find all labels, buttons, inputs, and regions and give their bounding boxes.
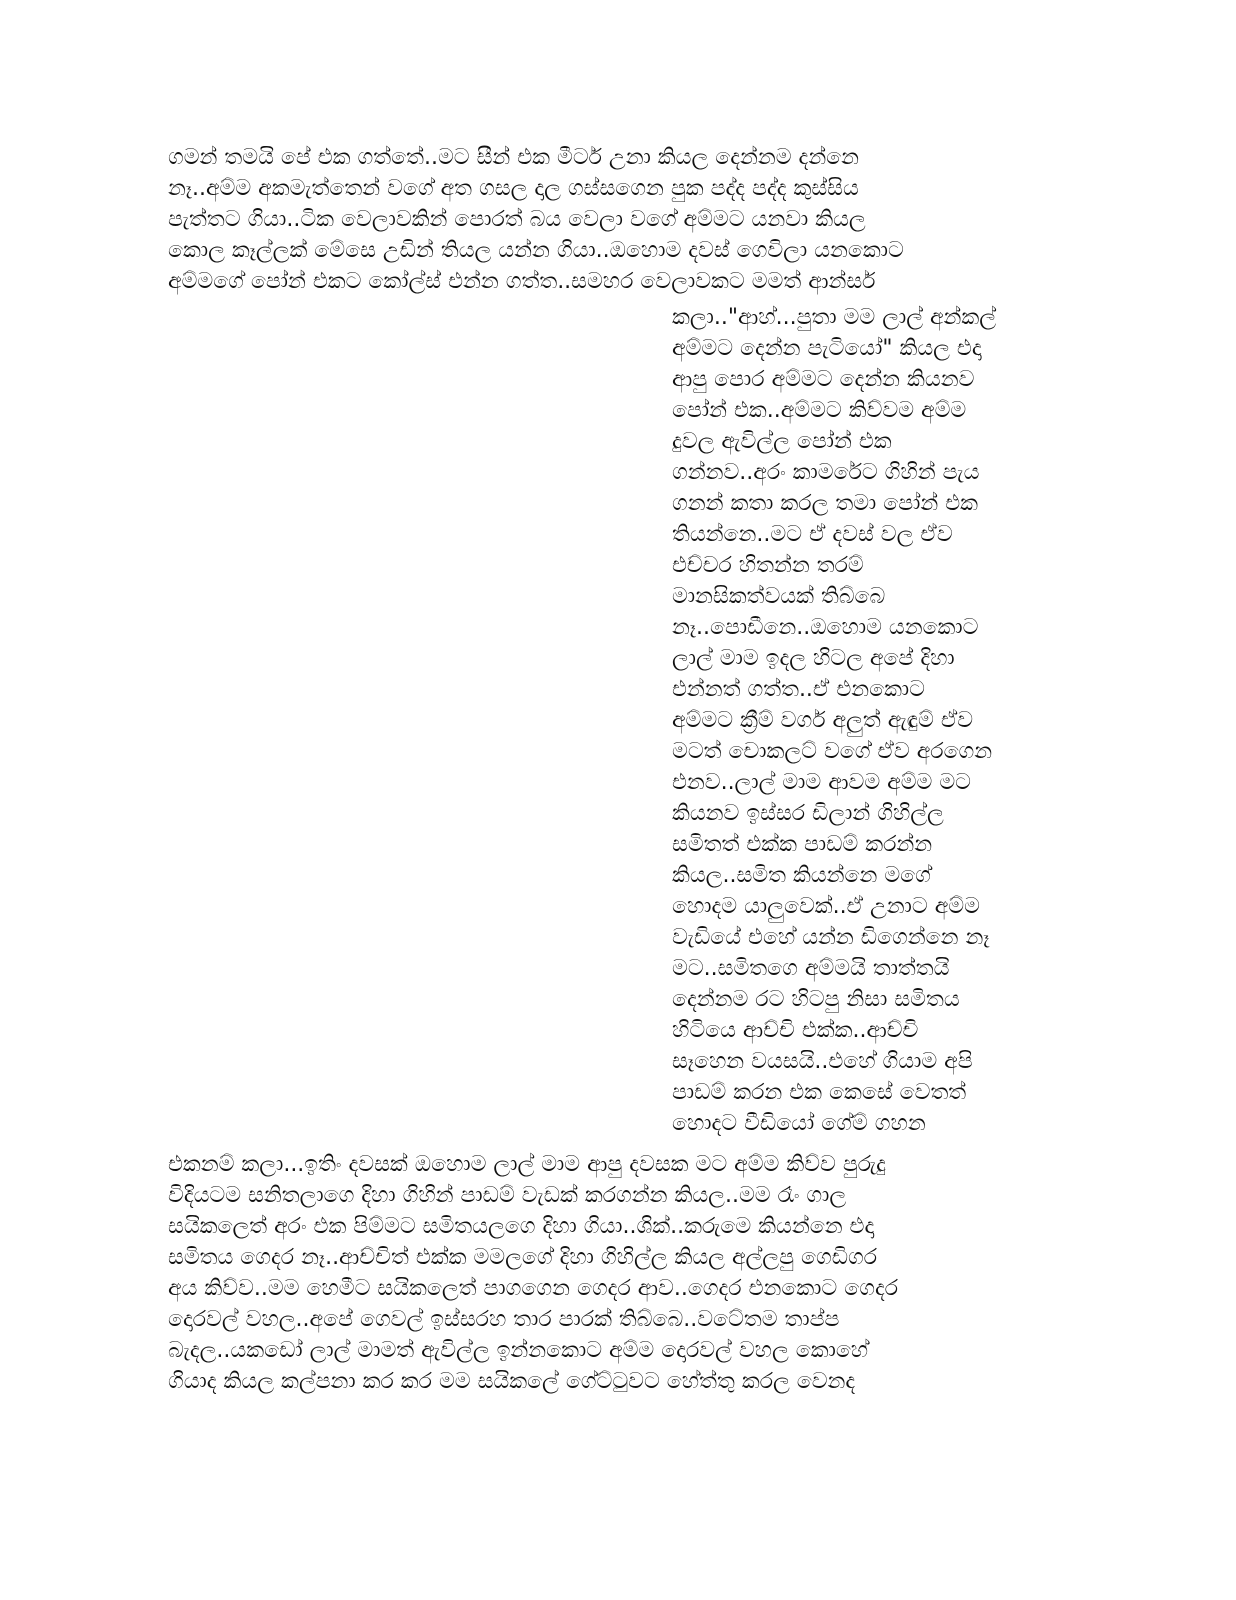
text-line: සමිතය ගෙදර නෑ..ආච්චිත් එක්ක මමලගේ දිහා ගිහිල්ල කියල අල්ලපු ගෙඩිගර (168, 1245, 878, 1270)
column-paragraph (672, 302, 1072, 1139)
text-line: නෑ..පොඩීනෙ..ඔහොම යනකොට (672, 615, 979, 640)
text-line: මටත් චොකලට් වගේ ඒව අරගෙන (672, 739, 993, 764)
text-line: හොදම යාලුවෙක්..ඒ උනාට අම්ම (672, 894, 980, 919)
text-line: පාඩම් කරන එක කෙසේ වෙතත් (672, 1080, 967, 1105)
bottom-paragraph (168, 1149, 1048, 1397)
text-line: බැදල..යකඩෝ ලාල් මාමත් ඇවිල්ල ඉන්නකොට අම්ම දොරවල් වහල කොහේ (168, 1338, 869, 1363)
text-line: කියල..සමිත කියන්නෙ මගේ (672, 863, 931, 888)
text-line: මට..සමිතගෙ අම්මයි තාත්තයි (672, 956, 950, 981)
text-line: අම්මගේ පෝන් එකට කෝල්ස් එන්න ගත්ත..සමහර වෙලාවකට මමත් ආන්සර් (168, 269, 876, 294)
text-line: දුවල ඇවිල්ල පෝන් එක (672, 429, 892, 454)
text-line: ලාල් මාම ඉදල හිටල අපේ දිහා (672, 646, 955, 671)
text-line: ගන්නව..අරං කාමරේට ගිහින් පැය (672, 460, 980, 485)
text-line: ගනන් කතා කරල තමා පෝන් එක (672, 491, 978, 516)
text-line: සෑහෙන වයසයි..එහේ ගියාම අපි (672, 1049, 973, 1074)
text-line: පැත්තට ගියා..ටික වෙලාවකින් පොරත් බය වෙලා වගේ අම්මට යනවා කියල (168, 207, 866, 232)
text-line: හොදට වීඩියෝ ගේම් ගහන (672, 1111, 926, 1136)
text-line: කියනව ඉස්සර ඩිලාන් ගිහිල්ල (672, 801, 944, 826)
text-line: අය කිව්ව..මම හෙමීට සයිකලෙත් පාගගෙන ගෙදර ආව..ගෙදර එනකොට ගෙදර (168, 1276, 898, 1301)
text-line: කොල කෑල්ලක් මේසෙ උඩින් තියල යන්න ගියා..ඔහොම දවස් ගෙවිලා යනකොට (168, 238, 904, 263)
text-line: ගියාද කියල කල්පනා කර කර මම සයිකලේ ගේට්ටුවට හේත්තු කරල වෙනද (168, 1369, 856, 1394)
text-line: එනව..ලාල් මාම ආවම අම්ම මට (672, 770, 971, 795)
text-line: විදියටම සනිතලාගෙ දිහා ගිහින් පාඩම් වැඩක් කරගන්න කියල..මම රෑං ගාල (168, 1183, 847, 1208)
text-line: සමිතත් එක්ක පාඩම් කරන්න (672, 832, 933, 857)
text-line: තියන්නෙ..මට ඒ දවස් වල ඒව (672, 522, 953, 547)
text-line: මානසිකත්වයක් තිබ්බෙ (672, 584, 886, 609)
text-line: දොරවල් වහල..අපේ ගෙවල් ඉස්සරහ තාර පාරක් තිබ්බෙ..වටේතම තාප්ප (168, 1307, 840, 1332)
text-line: එන්නත් ගත්ත..ඒ එනකොට (672, 677, 925, 702)
text-line: පෝන් එක..අම්මට කිව්වම අම්ම (672, 398, 967, 423)
text-line: සයිකලෙත් අරං එක පිම්මට සමිතයලගෙ දිහා ගියා..ශික්..කරුමෙ කියන්නෙ එදා (168, 1214, 875, 1239)
text-line: දෙන්නම රට හිටපු නිසා සමිතය (672, 987, 960, 1012)
text-line: වැඩියේ එහේ යන්න ඩිගෙන්නෙ නෑ (672, 925, 990, 950)
text-line: කලා.."ආහ්...පුතා මම ලාල් අන්කල් (672, 305, 997, 330)
text-line: අම්මට ක්‍රීම් වර්ග අලුත් ඇඳුම් ඒව (672, 708, 974, 733)
text-line: ආපු පොර අම්මට දෙන්න කියනව (672, 367, 975, 392)
text-line: නෑ..අම්ම අකමැත්තෙන් වගේ අත ගසල දාල ගස්සගෙන පුක පද්ද පද්ද කුස්සිය (168, 176, 859, 201)
text-line: අම්මට දෙන්න පැටියෝ" කියල එදා (672, 336, 982, 361)
text-line: හිටියෙ ආච්චි එක්ක..ආච්චි (672, 1018, 919, 1043)
text-line: ගමන් තමයි පේ එක ගත්තේ..මට සීන් එක මීටර් උනා කියල දෙන්නම දන්නෙ (168, 145, 860, 170)
top-paragraph (168, 142, 1048, 297)
text-line: එකනම් කලා...ඉතිං දවසක් ඔහොම ලාල් මාම ආපු දවසක මට අම්ම කිව්ව පුරුදු (168, 1152, 886, 1177)
text-line: එච්චර හිතන්න තරම් (672, 553, 864, 578)
